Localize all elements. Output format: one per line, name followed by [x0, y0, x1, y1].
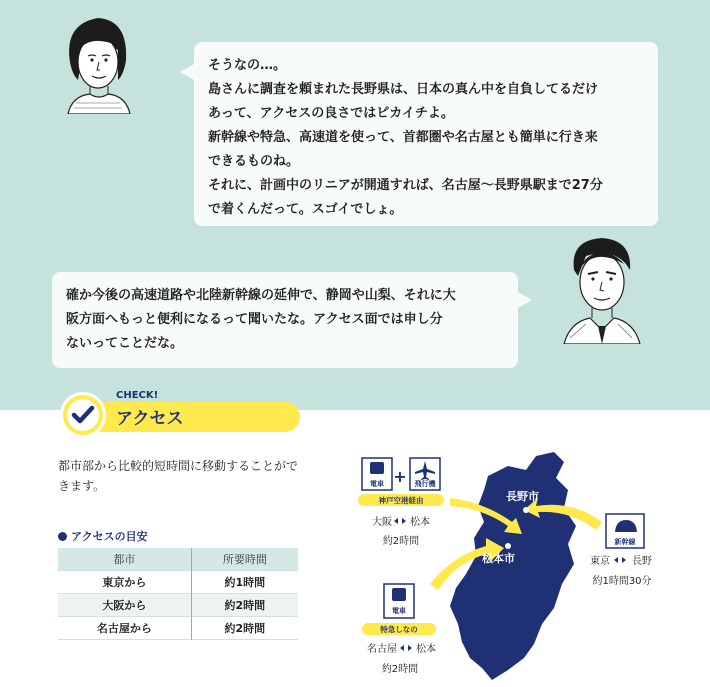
table-row — [58, 616, 298, 639]
man-line: ないってことだな。 — [66, 336, 184, 351]
matsumoto-city-label: 松本市 — [482, 552, 515, 565]
nagoya-via-label: 特急しなの — [380, 625, 418, 634]
access-time-table — [58, 548, 298, 640]
access-map — [358, 448, 668, 687]
time-cell: 約2時間 — [191, 593, 298, 616]
time-cell: 約2時間 — [191, 616, 298, 639]
city-cell: 大阪から — [58, 593, 191, 616]
check-circle — [60, 392, 106, 438]
tokyo-time: 約1時間30分 — [592, 576, 652, 587]
osaka-time: 約2時間 — [382, 536, 420, 547]
woman-line: そうなの…。 — [208, 58, 287, 73]
man-avatar — [556, 230, 646, 344]
check-title: アクセス — [116, 409, 184, 429]
osaka-to: 松本 — [410, 517, 430, 528]
woman-line: で着くんだって。スゴイでしょ。 — [208, 202, 403, 217]
woman-line: それに、計画中のリニアが開通すれば、名古屋〜長野県駅まで27分 — [208, 178, 603, 193]
woman-speech-bubble — [194, 42, 658, 226]
table-heading — [58, 528, 148, 544]
train-icon — [370, 462, 384, 474]
man-line: 確か今後の高速道路や北陸新幹線の延伸で、静岡や山梨、それに大 — [66, 288, 456, 303]
check-banner — [60, 390, 300, 440]
table-row — [58, 593, 298, 616]
check-label: CHECK! — [116, 390, 159, 401]
bidirectional-arrow-icon — [400, 645, 412, 651]
osaka-via-label: 神戸空港経由 — [378, 496, 424, 505]
access-description: 都市部から比較的短時間に移動することができます。 — [58, 459, 299, 493]
nagano-city-label: 長野市 — [506, 490, 539, 503]
bullet-icon — [58, 532, 67, 541]
train-icon — [392, 588, 406, 601]
osaka-train-label: 電車 — [370, 480, 384, 488]
table-row — [58, 570, 298, 593]
column-header-city: 都市 — [58, 548, 191, 570]
nagano-prefecture-shape — [450, 452, 576, 680]
city-cell: 名古屋から — [96, 621, 152, 635]
woman-line: 島さんに調査を頼まれた長野県は、日本の真ん中を自負してるだけ — [208, 82, 599, 97]
nagoya-from: 名古屋 — [367, 644, 397, 655]
check-bar — [80, 402, 300, 432]
checkmark-icon — [67, 399, 99, 431]
bidirectional-arrow-icon — [614, 557, 626, 563]
tokyo-to: 長野 — [632, 556, 652, 567]
column-header-time: 所要時間 — [191, 548, 298, 570]
matsumoto-city-dot — [505, 543, 511, 549]
nagoya-time: 約2時間 — [381, 664, 419, 675]
nagoya-route — [362, 584, 436, 675]
man-speech-bubble — [52, 272, 518, 368]
city-cell: 東京から — [102, 575, 147, 589]
tokyo-from: 東京 — [590, 556, 610, 567]
osaka-from: 大阪 — [372, 517, 392, 528]
time-cell: 約1時間 — [191, 570, 298, 593]
bidirectional-arrow-icon — [394, 518, 406, 524]
woman-line: 新幹線や特急、高速道を使って、首都圏や名古屋とも簡単に行き来 — [208, 130, 598, 145]
tokyo-train-label: 新幹線 — [614, 538, 636, 546]
nagoya-train-label: 電車 — [392, 607, 406, 615]
osaka-route — [358, 458, 444, 547]
woman-line: できるものね。 — [208, 154, 300, 169]
table-heading-text: アクセスの目安 — [71, 530, 148, 543]
woman-line: あって、アクセスの良さではピカイチよ。 — [208, 106, 454, 121]
man-line: 阪方面へもっと便利になるって聞いたな。アクセス面では申し分 — [66, 312, 443, 327]
woman-avatar — [62, 10, 132, 114]
osaka-plane-label: 飛行機 — [414, 480, 436, 488]
nagoya-to: 松本 — [416, 644, 436, 655]
nagano-city-dot — [523, 507, 529, 513]
plus-sign: + — [393, 467, 407, 486]
